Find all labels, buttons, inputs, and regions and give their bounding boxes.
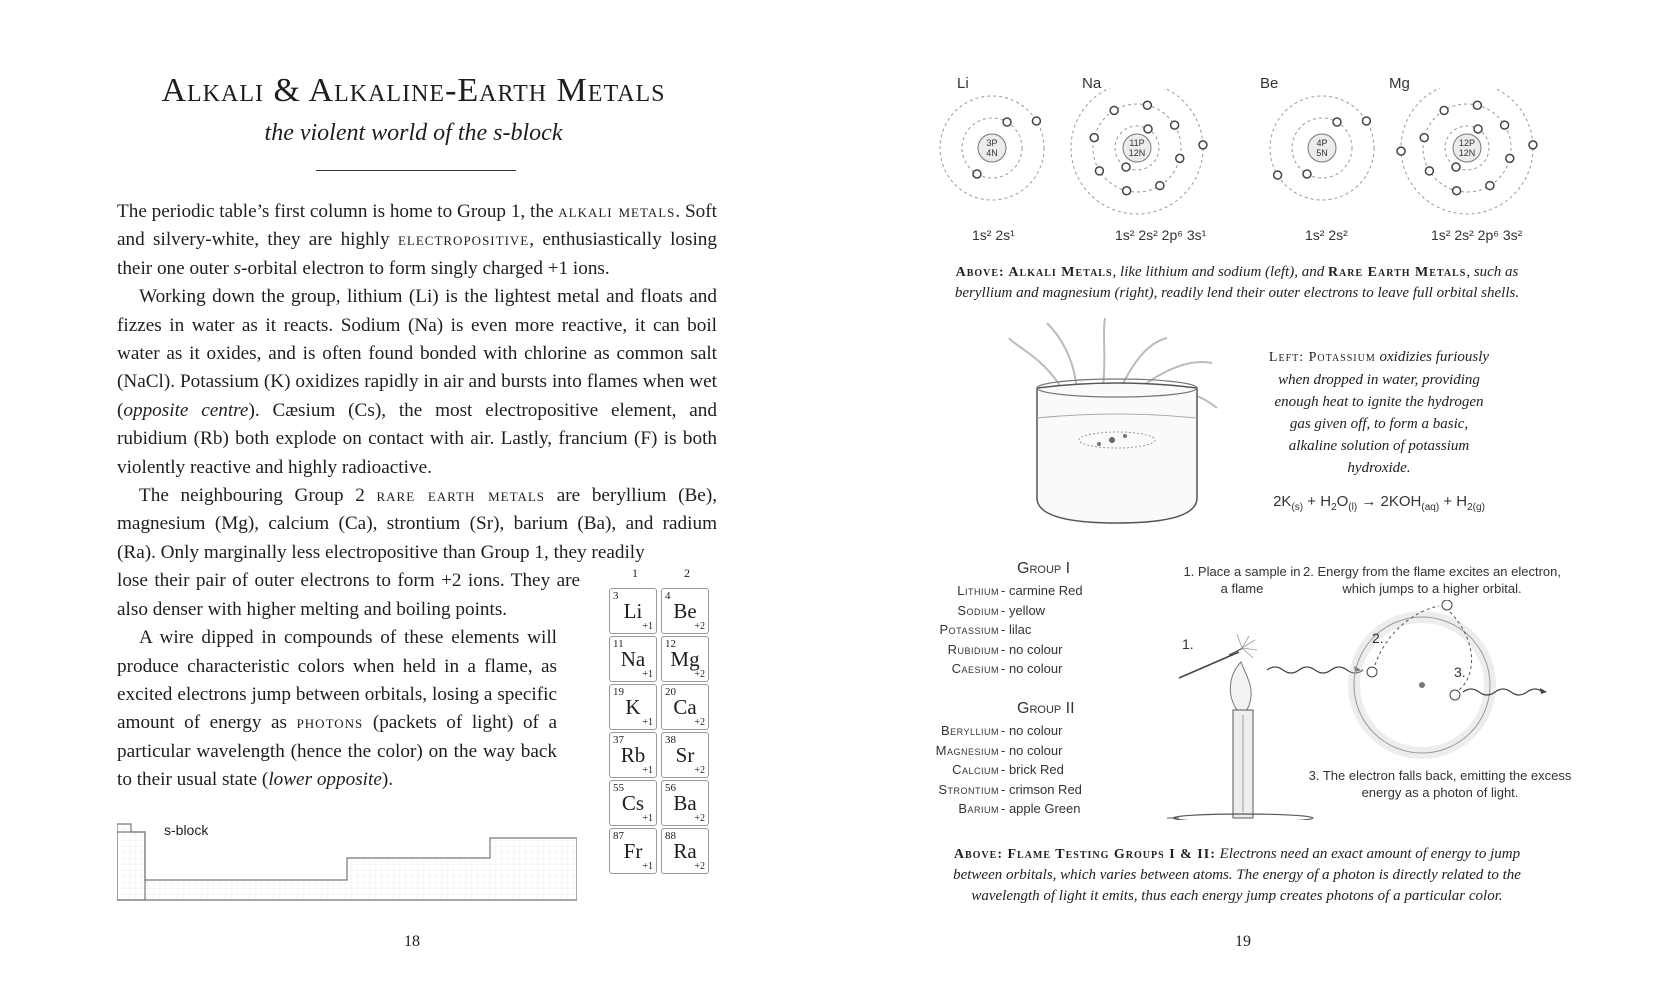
- electron: [1123, 187, 1131, 195]
- element-cell-10: [609, 828, 657, 874]
- electron: [1090, 134, 1098, 142]
- eq-part: → 2KOH: [1357, 493, 1422, 510]
- flame-colour: - no colour: [1001, 661, 1063, 676]
- oxidation-state: +1: [642, 861, 653, 872]
- atomic-number: 19: [613, 686, 624, 698]
- element-cell-3: [661, 636, 709, 682]
- flame-colour-row: [897, 743, 1117, 762]
- flame-colour: - yellow: [1001, 602, 1046, 618]
- group-1-title: Group I: [1017, 560, 1071, 577]
- atomic-number: 55: [613, 782, 624, 794]
- nucleus-label: 12N: [1128, 148, 1146, 158]
- nucleus-label: 5N: [1316, 148, 1328, 158]
- oxidation-state: +2: [694, 765, 705, 776]
- element-cell-9: [661, 780, 709, 826]
- text: ). Cæsium (Cs), the most electropositive element, and rubidium (Rb) both explode on contact with air. Lastly, francium (F) is both violently reactive and highly radioactive.: [117, 399, 717, 478]
- element-cell-2: [609, 636, 657, 682]
- step-1-text: 1. Place a sample in a flame: [1183, 564, 1301, 596]
- caption-lead: Above: Alkali Metals: [955, 265, 1113, 280]
- element-cell-1: [661, 588, 709, 634]
- electron: [1473, 101, 1481, 109]
- group-1-header: 1: [632, 566, 638, 580]
- eq-part: + H: [1439, 493, 1468, 510]
- text: oxidizies furiously when dropped in water, providing enough heat to ignite the hydrogen gas given off, to form a basic, alkaline solution of potassium hydroxide.: [1274, 349, 1490, 476]
- title-rule: [316, 170, 516, 171]
- element-name: Lithium: [957, 583, 999, 598]
- element-cell-0: [609, 588, 657, 634]
- page-number: 19: [1235, 933, 1251, 950]
- atom-2: [1270, 96, 1374, 200]
- group-2-title: Group II: [1017, 700, 1075, 717]
- flame-colour: - crimson Red: [1001, 781, 1082, 797]
- oxidation-state: +1: [642, 765, 653, 776]
- config-na: 1s² 2s² 2p⁶ 3s¹: [1115, 227, 1207, 243]
- text: -orbital electron to form singly charged +1 ions.: [241, 257, 610, 279]
- electron: [1501, 121, 1509, 129]
- text: , like lithium and sodium (left), and: [1112, 264, 1328, 280]
- step-3-text: 3. The electron falls back, emitting the excess energy as a photon of light.: [1308, 768, 1572, 800]
- paragraph-4: [117, 624, 557, 794]
- atoms-caption: [937, 262, 1537, 304]
- text: are beryllium (Be), magnesium (Mg), calcium (Ca), strontium (Sr), barium (Ba), and radium (Ra). Only marginally less electropositive than Group 1, they readily: [117, 485, 718, 563]
- eq-sub: 2: [1331, 502, 1337, 513]
- atomic-number: 37: [613, 734, 624, 746]
- text: Working down the group, lithium (Li) is the lightest metal and floats and fizzes in water as it reacts. Sodium (Na) is even more reactive, it can boil water as it oxides, and is often found bonded with chlorine as common salt (NaCl). Potassium (K) oxidizes rapidly in air and bursts into flames when wet (: [117, 286, 717, 421]
- text: , such as beryllium and magnesium (right), readily lend their outer electrons to leave full orbital shells.: [954, 264, 1520, 301]
- nucleus-label: 3P: [986, 138, 998, 148]
- potassium-caption: [1264, 346, 1494, 479]
- flame-colour: - no colour: [1001, 723, 1063, 738]
- electron: [973, 170, 981, 178]
- text: s: [233, 257, 242, 279]
- potassium-jar-illustration: [1007, 318, 1237, 528]
- config-li: 1s² 2s¹: [972, 227, 1015, 243]
- text: A wire dipped in compounds of these elements will produce characteristic colors when held in a flame, as excited electrons jump between orbitals, losing a specific amount of energy as: [117, 627, 557, 734]
- element-cell-11: [661, 828, 709, 874]
- oxidation-state: +1: [642, 813, 653, 824]
- element-symbol: Mg: [670, 647, 700, 671]
- paragraph-3-cont: [117, 567, 580, 624]
- electron: [1486, 182, 1494, 190]
- element-name: Potassium: [939, 622, 999, 637]
- atom-diagrams: [827, 88, 1654, 218]
- element-symbol: Ba: [673, 791, 697, 815]
- eq-sub: (s): [1291, 502, 1304, 513]
- text: , enthusiastically losing their one outer: [117, 229, 717, 279]
- page-subtitle: the violent world of the s-block: [264, 120, 563, 146]
- electron: [1474, 125, 1482, 133]
- caption-lead: Rare Earth Metals: [1327, 265, 1467, 280]
- electron: [1095, 167, 1103, 175]
- step-3-number: 3.: [1454, 664, 1466, 680]
- atomic-number: 88: [665, 830, 676, 842]
- paragraph-2: [117, 283, 717, 482]
- text: ).: [381, 769, 394, 791]
- right-page: [827, 0, 1654, 1004]
- oxidation-state: +2: [694, 861, 705, 872]
- electron: [1333, 118, 1341, 126]
- electron: [1303, 170, 1311, 178]
- flame-colour: - apple Green: [1001, 801, 1081, 816]
- term-electropositive: electropositive: [397, 229, 530, 251]
- oxidation-state: +2: [694, 621, 705, 632]
- atom-0: [940, 96, 1044, 200]
- atomic-number: 3: [613, 590, 619, 602]
- text: Electrons need an exact amount of energy to jump between orbitals, which varies between atoms. The energy of a photon is directly related to the wavelength of light it emits, thus each energy jump creates photons of a particular color.: [953, 846, 1521, 904]
- atomic-number: 87: [613, 830, 624, 842]
- paragraph-1: [117, 198, 717, 283]
- text: The periodic table’s first column is home to Group 1, the: [117, 201, 559, 222]
- element-symbol: Be: [673, 599, 697, 623]
- flame-colour-row: [897, 622, 1117, 641]
- electron: [1199, 141, 1207, 149]
- element-symbol: Sr: [675, 743, 695, 767]
- text: The neighbouring Group 2: [139, 485, 377, 507]
- electron: [1274, 171, 1282, 179]
- flame-colour-row: [897, 583, 1117, 602]
- atom-label-be: Be: [1260, 75, 1279, 92]
- caption-lead: Above: Flame Testing Groups I & II:: [953, 847, 1216, 862]
- electron: [1176, 154, 1184, 162]
- nucleus-label: 4P: [1316, 138, 1328, 148]
- config-be: 1s² 2s²: [1305, 227, 1348, 243]
- paragraph-3: [117, 482, 717, 567]
- term-rare-earth-metals: rare earth metals: [376, 485, 546, 507]
- atom-label-na: Na: [1082, 75, 1102, 92]
- reaction-equation: [1264, 493, 1494, 513]
- group-2-header: 2: [684, 566, 690, 580]
- nucleus-label: 11P: [1129, 138, 1145, 148]
- flame-colour-row: [897, 661, 1117, 680]
- element-symbol: Ca: [673, 695, 697, 719]
- oxidation-state: +1: [642, 717, 653, 728]
- electron: [1420, 134, 1428, 142]
- element-name: Calcium: [952, 762, 999, 777]
- nucleus-label: 4N: [986, 148, 998, 158]
- electron: [1529, 141, 1537, 149]
- atom-1: [1071, 88, 1207, 214]
- element-symbol: Cs: [621, 791, 645, 815]
- element-name: Beryllium: [940, 723, 999, 738]
- element-symbol: Fr: [623, 839, 643, 863]
- step-2-number: 2.: [1372, 630, 1384, 646]
- text: . Soft and silvery-white, they are highly: [117, 201, 717, 251]
- element-cell-5: [661, 684, 709, 730]
- flame-colour-row: [897, 642, 1117, 661]
- text: (packets of light) of a particular wavelength (hence the color) on the way back to their usual state (: [117, 712, 557, 791]
- atomic-number: 4: [665, 590, 671, 602]
- element-symbol: Li: [623, 599, 643, 623]
- electron: [1110, 106, 1118, 114]
- electron: [1122, 163, 1130, 171]
- electron: [1143, 101, 1151, 109]
- nucleus-label: 12P: [1458, 138, 1476, 148]
- electron: [1032, 117, 1040, 125]
- atom-label-mg: Mg: [1389, 75, 1410, 92]
- text: lower opposite: [268, 769, 382, 791]
- oxidation-state: +2: [694, 813, 705, 824]
- eq-part: + H: [1303, 493, 1332, 510]
- element-symbol: Ra: [673, 839, 697, 863]
- term-alkali-metals: alkali metals: [558, 201, 676, 222]
- flame-colour: - no colour: [1001, 641, 1063, 657]
- eq-sub: (aq): [1421, 502, 1440, 513]
- flame-colour-row: [897, 801, 1117, 820]
- step-1-number: 1.: [1182, 636, 1194, 652]
- flame-colour-row: [897, 782, 1117, 801]
- element-name: Magnesium: [935, 742, 999, 758]
- eq-part: O: [1336, 493, 1349, 510]
- element-cell-7: [661, 732, 709, 778]
- electron: [1506, 154, 1514, 162]
- flame-colour-row: [897, 603, 1117, 622]
- atom-label-li: Li: [957, 75, 969, 92]
- text: opposite centre: [123, 399, 249, 421]
- electron: [1453, 187, 1461, 195]
- flame-colour: - carmine Red: [1001, 583, 1083, 598]
- element-cell-6: [609, 732, 657, 778]
- nucleus-label: 12N: [1458, 148, 1476, 158]
- electron: [1362, 117, 1370, 125]
- element-symbol: Rb: [620, 743, 646, 767]
- text: lose their pair of outer electrons to form +2 ions. They are also denser with higher melting and boiling points.: [117, 570, 580, 620]
- electron: [1440, 106, 1448, 114]
- oxidation-state: +1: [642, 669, 653, 680]
- oxidation-state: +1: [642, 621, 653, 632]
- eq-sub: (l): [1348, 502, 1358, 513]
- flame-colour: - no colour: [1001, 742, 1063, 758]
- flame-colour: - brick Red: [1001, 762, 1064, 777]
- caption-lead: Left: Potassium: [1268, 350, 1376, 365]
- sblock-label: s-block: [164, 822, 209, 838]
- page-title: Alkali & Alkaline-Earth Metals: [161, 72, 666, 109]
- element-name: Sodium: [957, 602, 999, 618]
- electron: [1003, 118, 1011, 126]
- element-name: Strontium: [938, 781, 999, 797]
- atomic-number: 12: [665, 638, 676, 650]
- config-mg: 1s² 2s² 2p⁶ 3s²: [1431, 227, 1523, 243]
- atomic-number: 11: [613, 638, 624, 650]
- atom-3: [1397, 88, 1537, 214]
- element-symbol: K: [625, 695, 641, 719]
- eq-sub: 2(g): [1467, 502, 1485, 513]
- flame-colour-row: [897, 762, 1117, 781]
- eq-part: 2K: [1273, 493, 1292, 510]
- element-cell-8: [609, 780, 657, 826]
- atomic-number: 38: [665, 734, 676, 746]
- page-number: 18: [404, 933, 420, 950]
- flame-caption: [937, 844, 1537, 907]
- term-photons: photons: [296, 712, 364, 734]
- electron: [1397, 147, 1405, 155]
- atomic-number: 56: [665, 782, 676, 794]
- element-name: Barium: [958, 801, 999, 816]
- flame-colour: - lilac: [1001, 622, 1032, 637]
- electron: [1156, 182, 1164, 190]
- electron: [1144, 125, 1152, 133]
- atomic-number: 20: [665, 686, 676, 698]
- element-symbol: Na: [620, 647, 646, 671]
- element-name: Rubidium: [947, 641, 999, 657]
- flame-colour-row: [897, 723, 1117, 742]
- oxidation-state: +2: [694, 669, 705, 680]
- electron: [1425, 167, 1433, 175]
- oxidation-state: +2: [694, 717, 705, 728]
- element-name: Caesium: [951, 661, 999, 676]
- step-2-text: 2. Energy from the flame excites an electron, which jumps to a higher orbital.: [1303, 564, 1561, 596]
- electron: [1171, 121, 1179, 129]
- element-cell-4: [609, 684, 657, 730]
- electron: [1452, 163, 1460, 171]
